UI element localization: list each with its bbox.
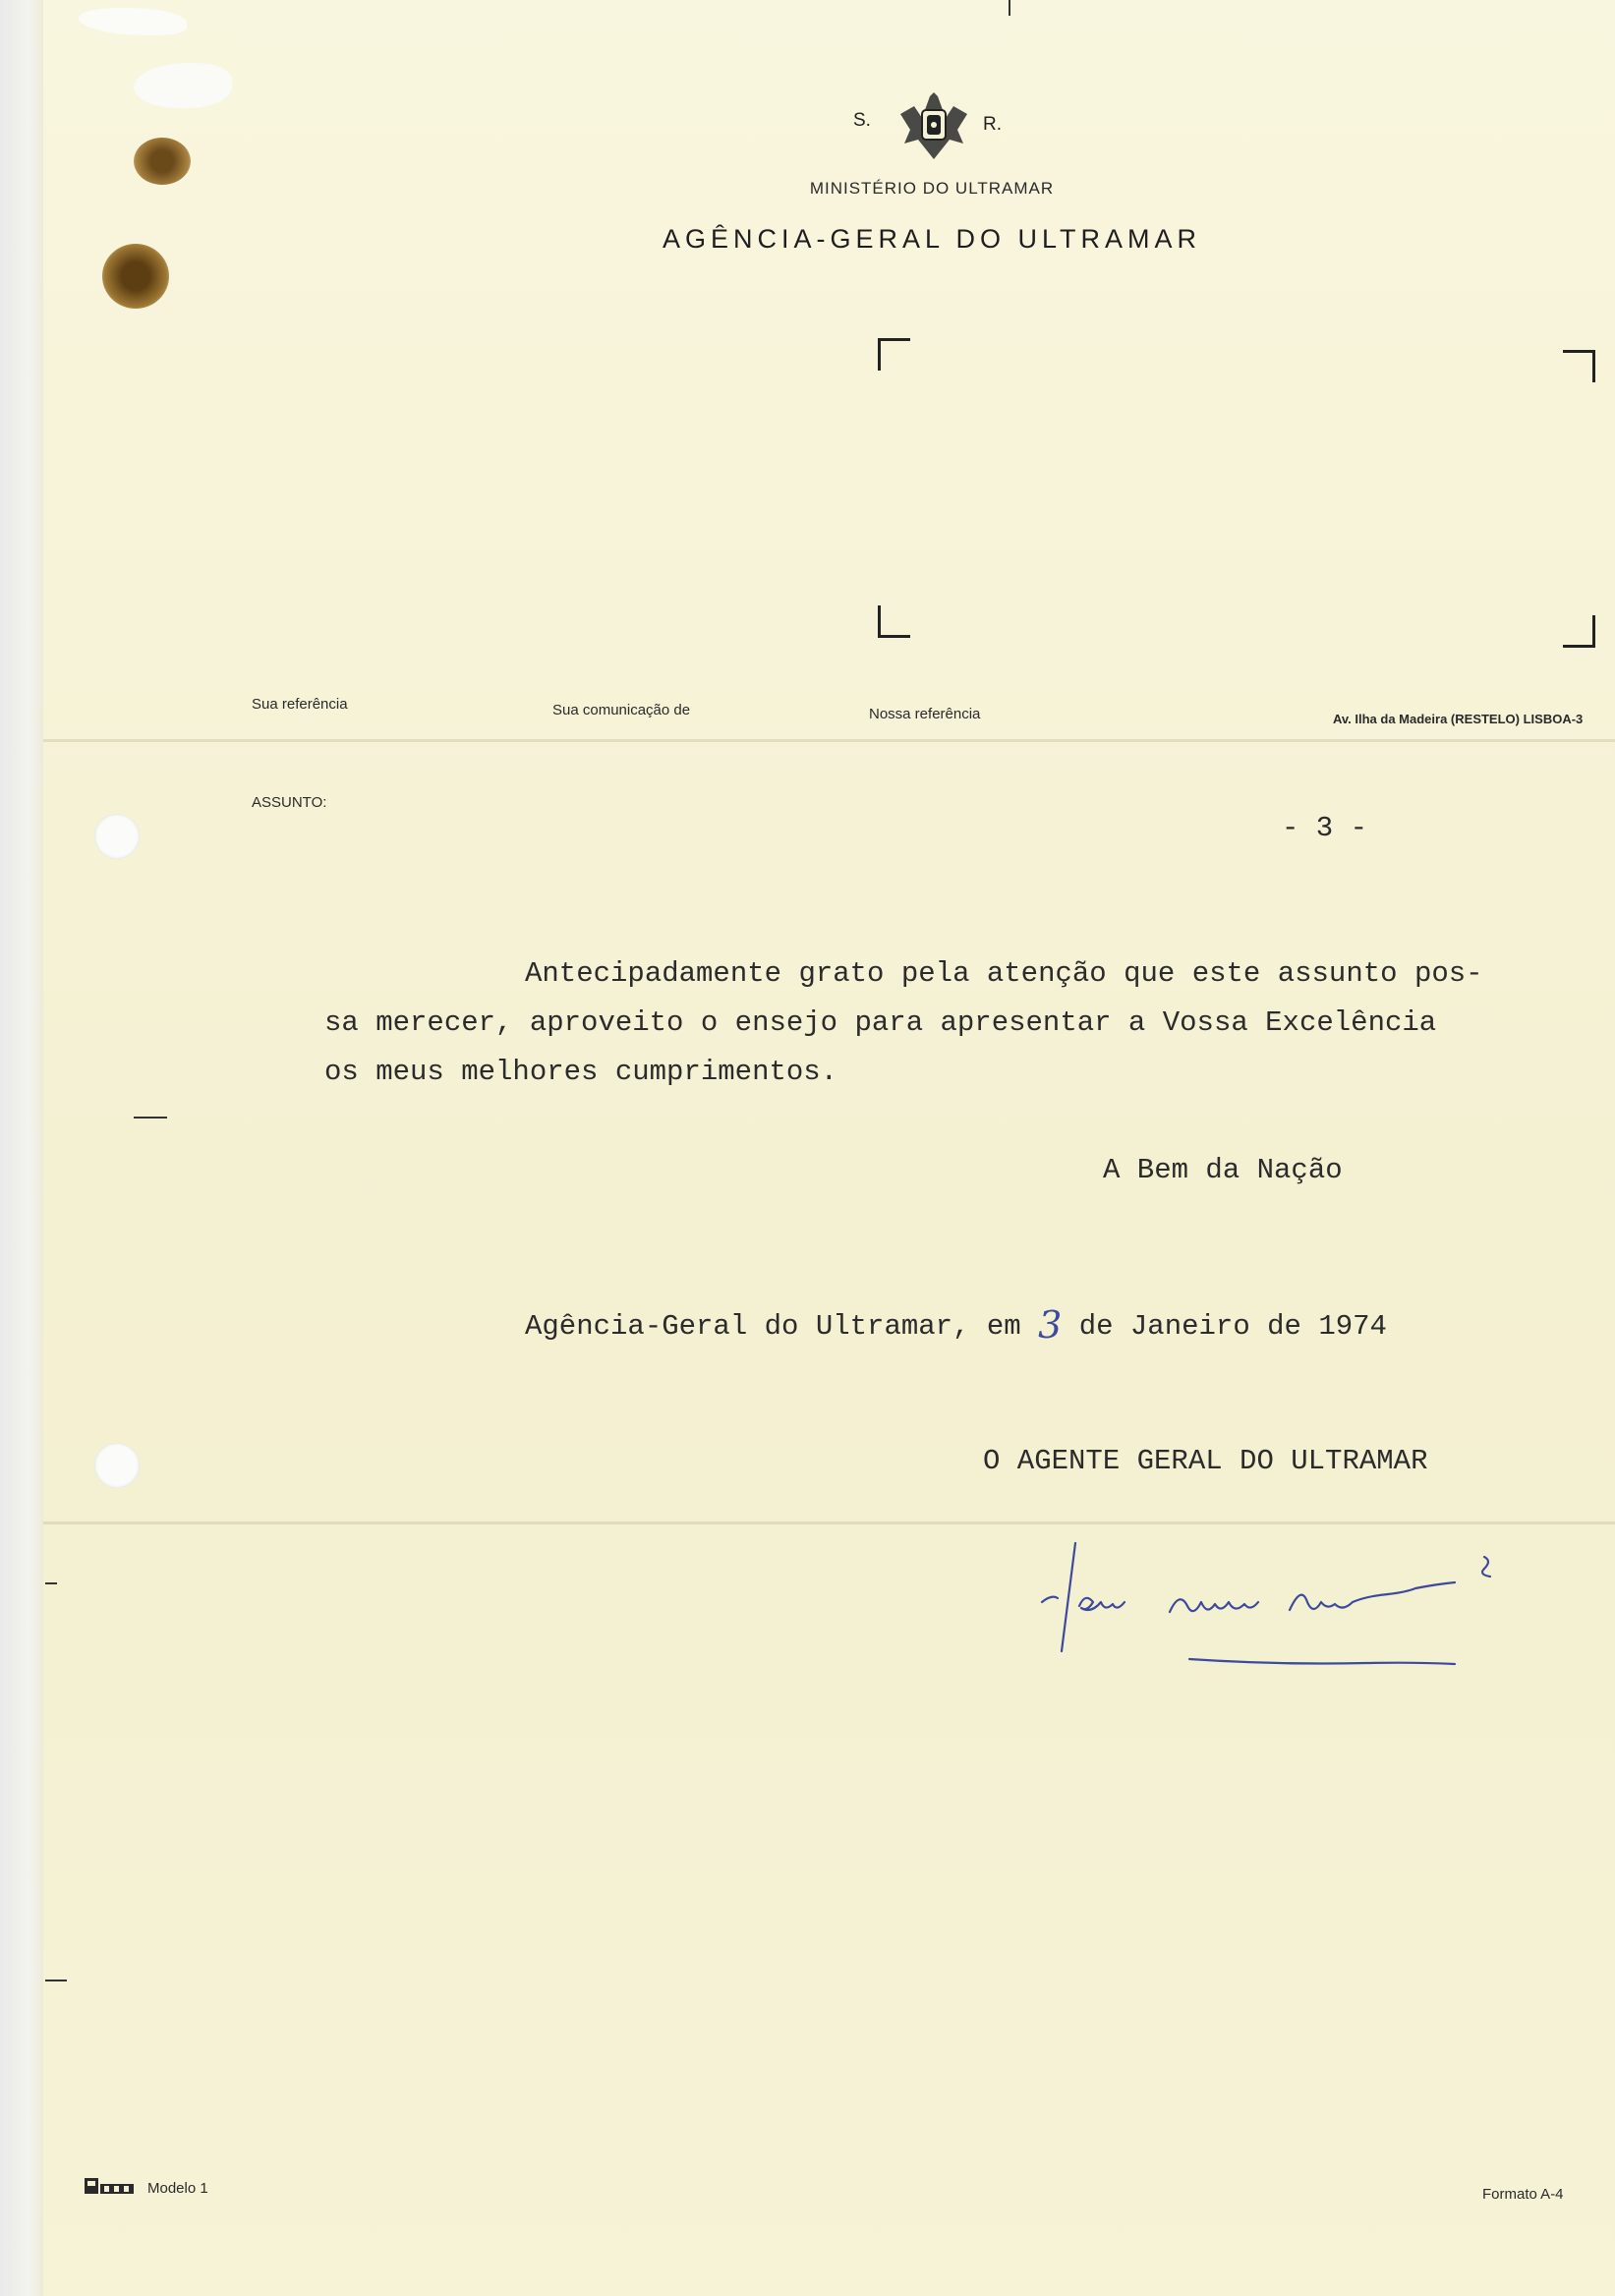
margin-tick [45, 1980, 67, 1981]
scanner-edge [0, 0, 43, 2296]
sua-referencia-label: Sua referência [252, 696, 348, 713]
emblem-right-letter: R. [983, 114, 1002, 135]
coat-of-arms-icon [893, 85, 975, 167]
address-label: Av. Ilha da Madeira (RESTELO) LISBOA-3 [1333, 712, 1584, 726]
closing-salutation: A Bem da Nação [1103, 1154, 1343, 1186]
paragraph-line-3: os meus melhores cumprimentos. [324, 1056, 838, 1088]
nossa-referencia-label: Nossa referência [869, 706, 981, 722]
sua-comunicacao-label: Sua comunicação de [552, 702, 691, 718]
agency-title: AGÊNCIA-GERAL DO ULTRAMAR [662, 224, 1202, 254]
place-date-prefix: Agência-Geral do Ultramar, em [525, 1310, 1021, 1343]
paragraph-line-2: sa merecer, aproveito o ensejo para apresentar a Vossa Excelência [324, 1006, 1437, 1039]
address-window-corner-top-left [878, 338, 910, 371]
stain-mark [134, 138, 191, 185]
emblem-left-letter: S. [853, 110, 871, 131]
paragraph-line-1: Antecipadamente grato pela atenção que este assunto pos- [525, 957, 1483, 990]
punch-hole [94, 1443, 140, 1488]
paper-fold-line [43, 739, 1615, 742]
address-window-corner-bottom-left [878, 605, 910, 638]
place-date-line [525, 1299, 1387, 1347]
handwritten-day: 3 [1038, 1303, 1063, 1347]
torn-paper-mark [134, 63, 232, 108]
handwritten-signature [1022, 1533, 1553, 1681]
printer-logo-icon [85, 2176, 136, 2196]
paper-fold-line [43, 1521, 1615, 1524]
margin-tick [134, 1117, 167, 1119]
stain-mark [102, 244, 169, 309]
margin-tick [1009, 0, 1010, 16]
address-window-corner-top-right [1563, 350, 1595, 382]
page-number: - 3 - [1282, 812, 1368, 844]
address-window-corner-bottom-right [1563, 615, 1595, 648]
punch-hole [94, 814, 140, 859]
margin-tick [45, 1582, 57, 1584]
signatory-title: O AGENTE GERAL DO ULTRAMAR [983, 1445, 1428, 1477]
format-label: Formato A-4 [1482, 2186, 1564, 2203]
assunto-label: ASSUNTO: [252, 794, 327, 811]
model-label: Modelo 1 [147, 2180, 208, 2197]
letter-paper [43, 0, 1615, 2296]
place-date-suffix: de Janeiro de 1974 [1078, 1310, 1387, 1343]
ministry-title: MINISTÉRIO DO ULTRAMAR [809, 179, 1055, 198]
